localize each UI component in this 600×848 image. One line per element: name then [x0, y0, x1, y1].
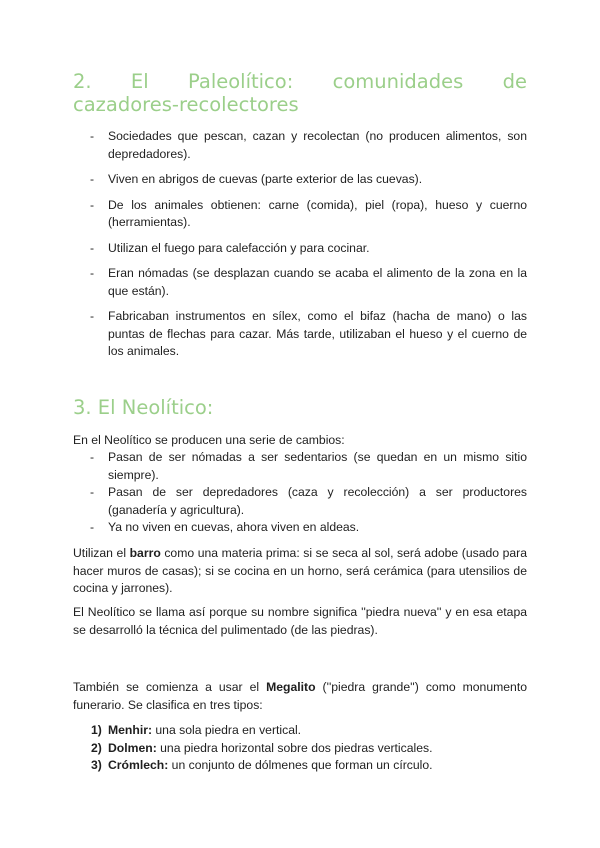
type-name: Crómlech: — [108, 758, 169, 772]
type-name: Dolmen: — [108, 740, 157, 755]
list-item: - Fabricaban instrumentos en sílex, como el bifaz (hacha de mano) o las puntas de flechas para cazar. Más tarde, utilizaban el hueso y el cuerno de los animales. — [90, 309, 527, 358]
item-number: 3) — [91, 758, 102, 772]
neolithic-intro: En el Neolítico se producen una serie de cambios: — [73, 433, 345, 447]
list-item: - Sociedades que pescan, cazan y recolectan (no producen alimentos, son depredadores). — [90, 129, 527, 161]
item-number: 2) — [91, 740, 102, 755]
dash-bullet: - — [90, 520, 95, 534]
dash-bullet: - — [90, 197, 95, 212]
list-item: - Pasan de ser nómadas a ser sedentarios (se quedan en un mismo sitio siempre). — [90, 450, 527, 482]
dash-bullet: - — [90, 129, 95, 143]
list-item: 3) Crómlech: un conjunto de dólmenes que forman un círculo. — [73, 757, 527, 775]
barro-paragraph: Utilizan el barro como una materia prima: si se seca al sol, será adobe (usado para hacer muros de casas); si se cocina en un horno, será cerámica (para utensilios de cocina y jarrones). — [73, 546, 528, 595]
megalith-types-list — [73, 722, 527, 775]
heading-word: Paleolítico: — [187, 70, 294, 93]
megalito-term: Megalito — [266, 680, 316, 694]
dash-bullet: - — [90, 485, 95, 499]
item-number: 1) — [91, 723, 102, 737]
heading-word: comunidades — [332, 70, 464, 93]
dash-bullet: - — [90, 172, 95, 186]
list-item: 1) Menhir: una sola piedra en vertical. — [73, 722, 527, 740]
heading-line-1 — [73, 70, 527, 93]
type-name: Menhir: — [108, 723, 153, 737]
heading-word: El — [130, 70, 149, 93]
list-item: - Utilizan el fuego para calefacción y para cocinar. — [73, 240, 527, 258]
paleolithic-list — [73, 128, 527, 361]
dash-bullet: - — [90, 266, 95, 280]
list-item: - Eran nómadas (se desplazan cuando se acaba el alimento de la zona en la que están). — [90, 266, 527, 298]
heading-word: de — [502, 70, 527, 93]
section-3-heading: 3. El Neolítico: — [73, 396, 214, 419]
list-item: - De los animales obtienen: carne (comida), piel (ropa), hueso y cuerno (herramientas). — [90, 197, 527, 229]
heading-word: 2. — [73, 70, 92, 93]
list-item: - Pasan de ser depredadores (caza y recolección) a ser productores (ganadería y agricultura). — [90, 485, 527, 517]
dash-bullet: - — [90, 309, 95, 323]
list-item: - Ya no viven en cuevas, ahora viven en aldeas. — [73, 519, 527, 537]
heading-line-2: cazadores-recolectores — [73, 93, 299, 116]
list-item: - Viven en abrigos de cuevas (parte exterior de las cuevas). — [73, 171, 527, 189]
list-item: 2) Dolmen: una piedra horizontal sobre dos piedras verticales. — [73, 740, 527, 758]
dash-bullet: - — [90, 450, 95, 464]
name-paragraph: El Neolítico se llama así porque su nombre significa ''piedra nueva'' y en esa etapa se desarrolló la técnica del pulimentado (de las piedras). — [73, 605, 527, 637]
megalito-paragraph: También se comienza a usar el Megalito (''piedra grande'') como monumento funerario. Se clasifica en tres tipos: — [73, 680, 527, 712]
barro-term: barro — [129, 546, 161, 560]
dash-bullet: - — [90, 240, 95, 255]
neolithic-changes-list — [73, 449, 527, 537]
section-2-heading — [73, 70, 527, 116]
